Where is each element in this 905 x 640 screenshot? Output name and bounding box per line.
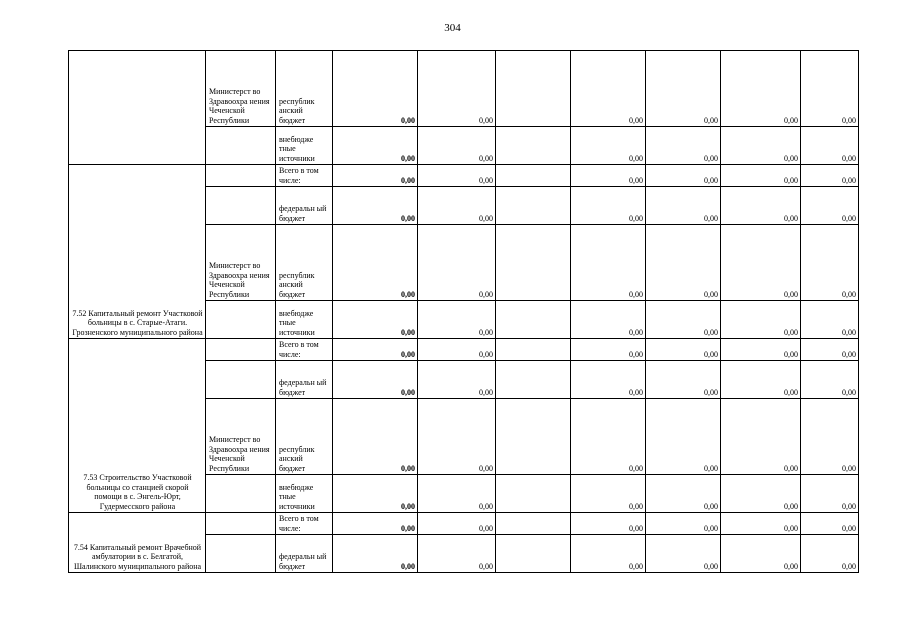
year-value-cell: 0,00 — [801, 51, 859, 127]
page-number: 304 — [444, 22, 461, 34]
executor-cell — [206, 513, 276, 535]
total-value-cell: 0,00 — [333, 127, 418, 165]
year-value-cell: 0,00 — [721, 475, 801, 513]
event-name-cell: 7.54 Капитальный ремонт Врачебной амбулатории в с. Белгатой, Шалинского муниципального района — [69, 513, 206, 573]
year-value-cell: 0,00 — [721, 225, 801, 301]
total-value-cell: 0,00 — [333, 535, 418, 573]
table-row — [69, 165, 859, 187]
total-value-cell: 0,00 — [333, 513, 418, 535]
year-value-cell: 0,00 — [571, 535, 646, 573]
year-value-cell: 0,00 — [721, 361, 801, 399]
year-value-cell: 0,00 — [571, 225, 646, 301]
year-value-cell: 0,00 — [571, 301, 646, 339]
year-value-cell: 0,00 — [571, 51, 646, 127]
year-value-cell: 0,00 — [801, 399, 859, 475]
empty-value-cell — [496, 475, 571, 513]
year-value-cell: 0,00 — [418, 399, 496, 475]
funding-source-cell: Всего в том числе: — [276, 339, 333, 361]
year-value-cell: 0,00 — [721, 165, 801, 187]
year-value-cell: 0,00 — [418, 187, 496, 225]
funding-source-cell: внебюдже тные источники — [276, 127, 333, 165]
year-value-cell: 0,00 — [418, 535, 496, 573]
executor-cell — [206, 187, 276, 225]
executor-cell — [206, 165, 276, 187]
total-value-cell: 0,00 — [333, 165, 418, 187]
total-value-cell: 0,00 — [333, 301, 418, 339]
funding-source-cell: федеральн ый бюджет — [276, 187, 333, 225]
executor-cell: Министерст во Здравоохра нения Чеченской Республики — [206, 225, 276, 301]
funding-source-cell: федеральн ый бюджет — [276, 361, 333, 399]
total-value-cell: 0,00 — [333, 399, 418, 475]
year-value-cell: 0,00 — [646, 399, 721, 475]
executor-cell: Министерст во Здравоохра нения Чеченской Республики — [206, 399, 276, 475]
executor-cell — [206, 535, 276, 573]
event-name-cell: 7.52 Капитальный ремонт Участковой больницы в с. Старые-Атаги. Грозненского муниципального района — [69, 165, 206, 339]
year-value-cell: 0,00 — [801, 301, 859, 339]
year-value-cell: 0,00 — [801, 513, 859, 535]
year-value-cell: 0,00 — [571, 187, 646, 225]
year-value-cell: 0,00 — [418, 301, 496, 339]
year-value-cell: 0,00 — [646, 535, 721, 573]
year-value-cell: 0,00 — [571, 339, 646, 361]
empty-value-cell — [496, 399, 571, 475]
funding-source-cell: республик анский бюджет — [276, 399, 333, 475]
table-row — [69, 51, 859, 127]
funding-source-cell: республик анский бюджет — [276, 51, 333, 127]
total-value-cell: 0,00 — [333, 51, 418, 127]
year-value-cell: 0,00 — [646, 339, 721, 361]
year-value-cell: 0,00 — [646, 127, 721, 165]
empty-value-cell — [496, 165, 571, 187]
year-value-cell: 0,00 — [801, 339, 859, 361]
total-value-cell: 0,00 — [333, 225, 418, 301]
funding-source-cell: внебюдже тные источники — [276, 475, 333, 513]
year-value-cell: 0,00 — [646, 225, 721, 301]
total-value-cell: 0,00 — [333, 187, 418, 225]
year-value-cell: 0,00 — [418, 513, 496, 535]
empty-value-cell — [496, 225, 571, 301]
event-name-cell — [69, 51, 206, 165]
year-value-cell: 0,00 — [418, 51, 496, 127]
year-value-cell: 0,00 — [721, 301, 801, 339]
year-value-cell: 0,00 — [418, 225, 496, 301]
year-value-cell: 0,00 — [571, 165, 646, 187]
executor-cell — [206, 127, 276, 165]
event-name-cell: 7.53 Строительство Участковой больницы со станцией скорой помощи в с. Энгель-Юрт, Гудермесского района — [69, 339, 206, 513]
empty-value-cell — [496, 361, 571, 399]
empty-value-cell — [496, 301, 571, 339]
year-value-cell: 0,00 — [646, 475, 721, 513]
year-value-cell: 0,00 — [418, 339, 496, 361]
year-value-cell: 0,00 — [801, 475, 859, 513]
funding-source-cell: республик анский бюджет — [276, 225, 333, 301]
year-value-cell: 0,00 — [721, 127, 801, 165]
empty-value-cell — [496, 513, 571, 535]
executor-cell — [206, 475, 276, 513]
empty-value-cell — [496, 127, 571, 165]
year-value-cell: 0,00 — [418, 361, 496, 399]
year-value-cell: 0,00 — [646, 165, 721, 187]
year-value-cell: 0,00 — [418, 127, 496, 165]
year-value-cell: 0,00 — [646, 301, 721, 339]
total-value-cell: 0,00 — [333, 339, 418, 361]
year-value-cell: 0,00 — [646, 513, 721, 535]
funding-source-cell: федеральн ый бюджет — [276, 535, 333, 573]
year-value-cell: 0,00 — [721, 399, 801, 475]
year-value-cell: 0,00 — [721, 339, 801, 361]
year-value-cell: 0,00 — [801, 165, 859, 187]
executor-cell — [206, 301, 276, 339]
year-value-cell: 0,00 — [801, 535, 859, 573]
year-value-cell: 0,00 — [571, 361, 646, 399]
total-value-cell: 0,00 — [333, 475, 418, 513]
executor-cell: Министерст во Здравоохра нения Чеченской Республики — [206, 51, 276, 127]
year-value-cell: 0,00 — [418, 165, 496, 187]
year-value-cell: 0,00 — [721, 187, 801, 225]
year-value-cell: 0,00 — [801, 361, 859, 399]
year-value-cell: 0,00 — [571, 475, 646, 513]
year-value-cell: 0,00 — [646, 51, 721, 127]
year-value-cell: 0,00 — [721, 51, 801, 127]
table-row — [69, 339, 859, 361]
funding-source-cell: Всего в том числе: — [276, 165, 333, 187]
empty-value-cell — [496, 187, 571, 225]
year-value-cell: 0,00 — [418, 475, 496, 513]
year-value-cell: 0,00 — [801, 225, 859, 301]
year-value-cell: 0,00 — [571, 399, 646, 475]
funding-source-cell: внебюдже тные источники — [276, 301, 333, 339]
empty-value-cell — [496, 51, 571, 127]
year-value-cell: 0,00 — [801, 127, 859, 165]
funding-source-cell: Всего в том числе: — [276, 513, 333, 535]
table-row — [69, 513, 859, 535]
year-value-cell: 0,00 — [571, 513, 646, 535]
year-value-cell: 0,00 — [721, 535, 801, 573]
executor-cell — [206, 339, 276, 361]
total-value-cell: 0,00 — [333, 361, 418, 399]
executor-cell — [206, 361, 276, 399]
year-value-cell: 0,00 — [801, 187, 859, 225]
year-value-cell: 0,00 — [571, 127, 646, 165]
year-value-cell: 0,00 — [646, 361, 721, 399]
empty-value-cell — [496, 339, 571, 361]
year-value-cell: 0,00 — [646, 187, 721, 225]
year-value-cell: 0,00 — [721, 513, 801, 535]
empty-value-cell — [496, 535, 571, 573]
budget-table — [68, 50, 859, 573]
